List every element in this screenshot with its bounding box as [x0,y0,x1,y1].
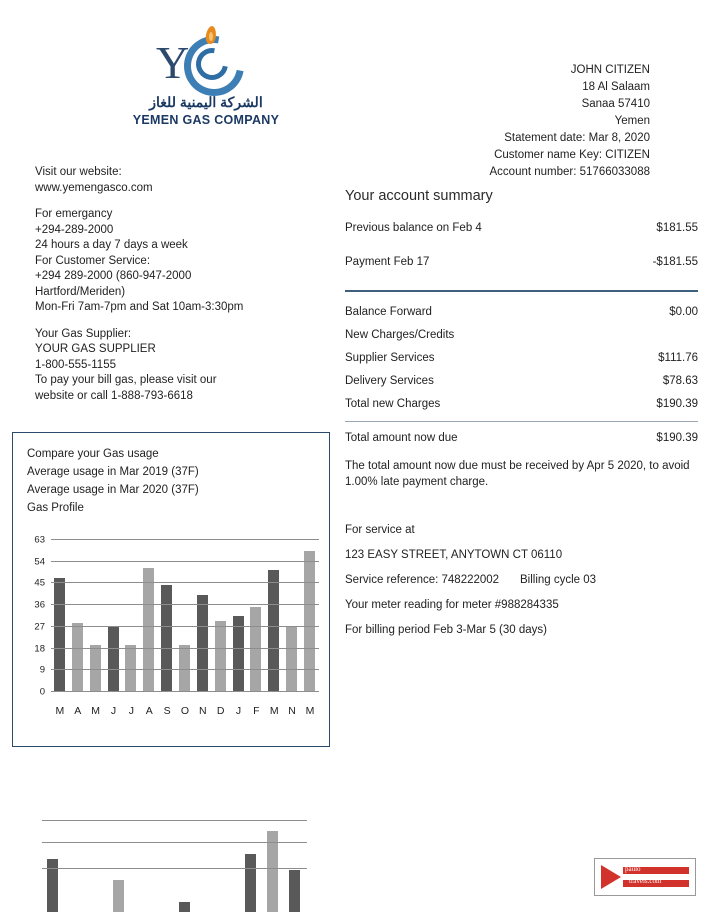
summary-row-label: Payment Feb 17 [345,256,430,268]
chart-x-tick-label: M [55,705,65,717]
pay-instructions-line2: website or call 1-888-793-6618 [35,389,193,402]
service-address: 123 EASY STREET, ANYTOWN CT 06110 [345,549,563,561]
website-url[interactable]: www.yemengasco.com [35,181,153,194]
chart-x-tick-label: M [91,705,101,717]
meter-reading: Your meter reading for meter #988284335 [345,599,559,611]
secondary-chart-bar [289,870,300,912]
summary-row [345,398,698,410]
chart-x-tick-label: F [253,705,260,717]
chart-bar [108,626,119,691]
company-logo-block [96,28,316,127]
emergency-hours: 24 hours a day 7 days a week [35,239,188,251]
chart-bar [233,616,244,691]
website-block [35,165,325,196]
chart-bar-cell [122,645,139,691]
chart-bar [125,645,136,691]
red-arrow-logo-icon [601,865,621,889]
summary-row [345,256,698,268]
summary-row-value: $181.55 [656,222,698,234]
chart-bar [143,568,154,691]
chart-x-axis-labels [51,705,319,717]
service-reference: Service reference: 748222002 [345,574,500,586]
stamp-text-line2: travels.com [629,877,662,885]
chart-x-tick-label: N [199,705,207,717]
chart-bar [72,623,83,691]
chart-bar [197,595,208,692]
chart-y-tick-label: 9 [39,664,45,676]
chart-title-line2: Average usage in Mar 2019 (37F) [27,466,199,478]
summary-row [345,222,698,234]
summary-divider-thick [345,290,698,292]
chart-y-tick-label: 18 [34,643,45,655]
supplier-label: Your Gas Supplier: [35,327,132,340]
chart-bar-cell [69,623,86,691]
chart-gridline [39,686,319,698]
chart-title-line3: Average usage in Mar 2020 (37F) [27,484,199,496]
chart-bar-cell [158,585,175,691]
service-reference-row [345,568,698,593]
chart-x-tick-label: D [216,705,225,717]
summary-row-label: Total new Charges [345,398,441,410]
secondary-chart-bar-cell [108,880,129,912]
website-label: Visit our website: [35,166,122,178]
chart-gridline [34,577,319,589]
chart-x-tick-label: M [305,705,315,717]
chart-bars [51,539,319,691]
chart-bar [268,570,279,691]
chart-bar-cell [176,645,193,691]
billing-cycle: Billing cycle 03 [520,574,597,586]
chart-y-tick-label: 45 [34,577,45,589]
summary-row-value: -$181.55 [652,256,698,268]
customer-address-line1: 18 Al Salaam [582,81,650,93]
summary-row-value: $0.00 [669,306,698,318]
chart-gridline [34,621,319,633]
watermark-stamp [594,858,696,896]
summary-divider-thin [345,421,698,422]
secondary-chart-bar-cell [240,854,261,912]
chart-gridline [34,643,319,655]
chart-bar [179,645,190,691]
secondary-chart-bar [179,902,190,912]
company-name-arabic: الشركة اليمنية للغاز [149,94,263,110]
chart-x-tick-label: A [74,705,82,717]
supplier-phone: 1-800-555-1155 [35,358,116,371]
chart-gridline [39,664,319,676]
chart-bar-cell [105,626,122,691]
service-heading: For service at [345,524,415,536]
chart-bar [90,645,101,691]
payment-due-note: The total amount now due must be received by Apr 5 2020, to avoid 1.00% late payment charge. [345,460,690,488]
chart-bar-cell [87,645,104,691]
summary-row [345,306,698,318]
company-name-english: YEMEN GAS COMPANY [132,113,280,127]
account-summary-heading: Your account summary [345,188,493,204]
chart-title-line1: Compare your Gas usage [27,448,159,460]
secondary-chart-gridline [42,868,307,869]
secondary-chart-bar-cell [284,870,305,912]
chart-y-tick-label: 0 [39,686,45,698]
summary-row-label: Previous balance on Feb 4 [345,222,482,234]
secondary-chart-gridline [42,842,307,843]
total-due-value: $190.39 [656,432,698,444]
chart-bar-cell [194,595,211,692]
chart-bar-cell [230,616,247,691]
account-number: Account number: 51766033088 [489,166,650,178]
chart-gridline [34,556,319,568]
total-due-row [345,432,698,444]
statement-date: Statement date: Mar 8, 2020 [504,132,650,144]
chart-y-tick-label: 27 [34,621,45,633]
chart-title-line4: Gas Profile [27,502,84,514]
chart-gridline [34,534,319,546]
secondary-chart-bar [245,854,256,912]
chart-bar [161,585,172,691]
chart-bar [250,607,261,691]
summary-row-label: Balance Forward [345,306,432,318]
secondary-chart-bar [113,880,124,912]
flame-circle-logo-icon [146,28,266,90]
customer-service-hours: Mon-Fri 7am-7pm and Sat 10am-3:30pm [35,301,244,313]
secondary-chart-bar-cell [174,902,195,912]
summary-row-label: New Charges/Credits [345,329,455,341]
customer-address-line2: Sanaa 57410 [581,98,650,110]
chart-bar-cell [212,621,229,691]
chart-bar-cell [247,607,264,691]
account-summary-section [345,188,698,643]
emergency-label: For emergancy [35,208,113,220]
summary-row [345,352,698,364]
chart-y-tick-label: 54 [34,556,45,568]
chart-x-tick-label: O [180,705,190,717]
gas-usage-chart-box [12,432,330,747]
secondary-bar-chart [42,820,307,912]
total-due-label: Total amount now due [345,432,458,444]
chart-bar-cell [140,568,157,691]
summary-row [345,375,698,387]
chart-bar [215,621,226,691]
billing-period: For billing period Feb 3-Mar 5 (30 days) [345,624,547,636]
customer-name: JOHN CITIZEN [570,64,650,76]
summary-row-label: Supplier Services [345,352,435,364]
pay-instructions-line1: To pay your bill gas, please visit our [35,374,217,386]
secondary-chart-bars [42,820,307,912]
summary-row-value: $190.39 [656,398,698,410]
secondary-chart-gridline [42,820,307,821]
summary-row-value: $78.63 [662,375,698,387]
chart-y-tick-label: 63 [34,534,45,546]
chart-x-tick-label: M [269,705,279,717]
contact-info-block [35,165,325,415]
chart-bar [286,626,297,691]
chart-bar-cell [51,578,68,691]
customer-name-key: Customer name Key: CITIZEN [494,149,650,161]
chart-x-tick-label: J [110,705,117,717]
customer-address-block [490,62,650,181]
summary-row [345,329,698,341]
customer-service-label: For Customer Service: [35,254,151,267]
chart-y-tick-label: 36 [34,599,45,611]
supplier-name: YOUR GAS SUPPLIER [35,343,156,355]
chart-x-tick-label: J [128,705,134,717]
supplier-block [35,327,325,405]
chart-x-tick-label: A [145,705,153,717]
chart-x-tick-label: S [163,705,171,717]
chart-x-tick-label: N [288,705,296,717]
chart-bar-cell [283,626,300,691]
flame-inner-icon [209,32,213,41]
chart-bar-cell [265,570,282,691]
customer-country: Yemen [614,115,650,127]
service-details-block [345,518,698,643]
emergency-phone: +294-289-2000 [35,223,114,236]
stamp-text-line1: paulo [625,865,641,873]
logo-letter-y: Y [156,37,190,88]
summary-row-label: Delivery Services [345,375,434,387]
chart-gridline [34,599,319,611]
customer-service-area: Hartford/Meriden) [35,285,126,298]
gas-usage-bar-chart [34,534,319,717]
chart-x-tick-label: J [235,705,242,717]
emergency-block [35,207,325,316]
summary-row-value: $111.76 [658,352,698,364]
chart-bar [54,578,65,691]
customer-service-phone: +294 289-2000 (860-947-2000 [35,270,192,282]
